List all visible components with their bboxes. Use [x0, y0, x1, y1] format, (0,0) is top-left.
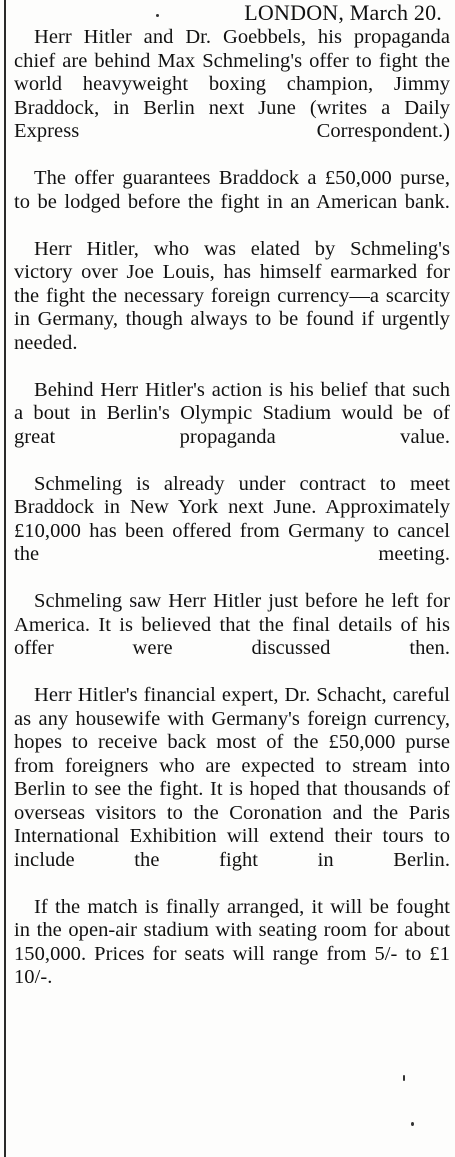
print-speck: [411, 1122, 414, 1126]
paragraph: Schmeling saw Herr Hitler just before he left for America. It is believed that the final details of his offer were discussed then.: [14, 590, 450, 659]
column-rule: [4, 0, 6, 1157]
paragraph: The offer guarantees Braddock a £50,000 purse, to be lodged before the fight in an American bank.: [14, 167, 450, 213]
paragraph: Herr Hitler and Dr. Goebbels, his propaganda chief are behind Max Schmeling's offer to fight the world heavyweight boxing champion, Jimmy Braddock, in Berlin next June (writes a Daily Express Correspondent.): [14, 26, 450, 142]
article-body: [14, 26, 450, 990]
paragraph: Behind Herr Hitler's action is his belief that such a bout in Berlin's Olympic Stadium would be of great propaganda value.: [14, 378, 450, 448]
print-speck: [403, 1075, 405, 1081]
paragraph: If the match is finally arranged, it will be fought in the open-air stadium with seating room for about 150,000. Prices for seats will range from 5/- to £1 10/-.: [14, 895, 450, 988]
dateline: LONDON, March 20.: [244, 0, 442, 25]
paragraph: Schmeling is already under contract to meet Braddock in New York next June. Approximately £10,000 has been offered from Germany to cancel the meeting.: [14, 472, 450, 565]
article-column: [14, 0, 450, 990]
paragraph: Herr Hitler, who was elated by Schmeling's victory over Joe Louis, has himself earmarked for the fight the necessary foreign currency—a scarcity in Germany, though always to be found if urgently needed.: [14, 237, 450, 354]
paragraph: Herr Hitler's financial expert, Dr. Schacht, careful as any housewife with Germany's foreign currency, hopes to receive back most of the £50,000 purse from foreigners who are expected to stream into Berlin to see the fight. It is hoped that thousands of overseas visitors to the Coronation and the Paris International Exhibition will extend their tours to include the fight in Berlin.: [14, 684, 450, 871]
